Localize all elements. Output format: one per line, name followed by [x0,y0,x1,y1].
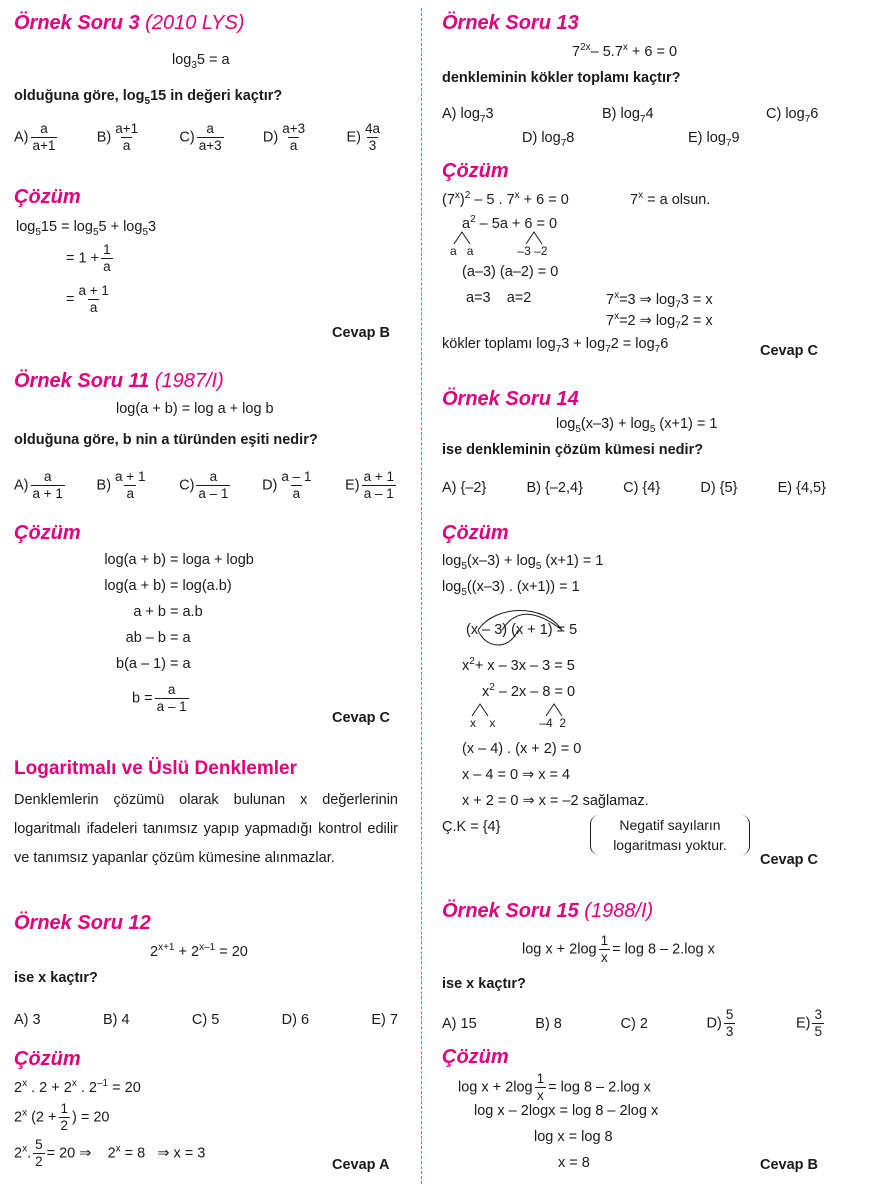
q11-line-6: b = $\frac{a}{a - 1}$ [132,682,187,715]
solution-heading-q13: Çözüm [442,160,509,182]
q14-solution-set: Ç.K = {4} [442,819,501,835]
q14-solution-step-8: x + 2 = 0 ⇒ x = –2 sağlamaz. [462,793,649,809]
question-3-options [14,122,384,153]
q14-note [590,815,750,855]
section-title: Logaritmalı ve Üslü Denklemler [14,758,297,779]
q15-solution-step-1: log x + 2log $\frac{1}{x}$ = log 8 – 2.log x [458,1071,651,1104]
option-b[interactable]: B) $\frac{a + 1}{a}$ [96,469,146,502]
question-15-given: log x + 2log $\frac{1}{x}$ = log 8 – 2.log x [522,933,715,966]
question-15-text: ise x kaçtır? [442,976,526,992]
option-c[interactable]: C) 2 [620,1015,648,1032]
question-11-heading: Örnek Soru 11 (1987/I) [14,370,224,392]
q13-tree-labels: a a –3 –2 [450,244,548,258]
option-e[interactable]: E) $\frac{a + 1}{a - 1}$ [345,469,394,502]
q3-solution-step-1: $\log_515 = \log_55 + \log_53$ [16,219,157,238]
q12-solution-step-3: 2$^x$. $\frac{5}{2}$ = 20 ⇒ $2^x = 8$ ⇒ x = 3 [14,1137,206,1170]
q13-substitution-note: $7^x = a$ olsun. [630,190,711,208]
q13-answer: Cevap C [760,343,819,359]
q11-line-3: a + b = a.b [133,604,203,620]
option-c[interactable]: C) 5 [191,1012,220,1028]
q11-answer: Cevap C [332,710,391,726]
option-a[interactable]: A) 3 [14,1012,41,1028]
q14-solution-step-6: (x – 4) . (x + 2) = 0 [462,741,582,757]
q3-solution-step-3: = $\frac{a + 1}{a}$ [66,283,109,316]
option-a[interactable]: A) $\log_73$ [442,106,494,125]
q15-answer: Cevap B [760,1157,819,1173]
option-d[interactable]: D) {5} [700,480,738,496]
q14-tree-labels: x x –4 2 [470,716,567,730]
option-e[interactable]: E) $\frac{4a}{3}$ [346,121,380,154]
question-14-text: ise denkleminin çözüm kümesi nedir? [442,442,704,458]
question-11-given: log(a + b) = log a + log b [116,401,274,417]
question-13-text: denkleminin kökler toplamı kaçtır? [442,70,681,86]
q14-solution-step-3: (x – 3) (x + 1) = 5 [466,622,578,638]
solution-heading-q14: Çözüm [442,522,509,544]
q14-solution-step-7: x – 4 = 0 ⇒ x = 4 [462,767,571,783]
question-11-options [14,470,398,501]
question-15-heading: Örnek Soru 15 (1988/I) [442,900,654,922]
q14-solution-step-2: $\log_5((x-3)$ . (x+1)) = 1 [442,579,580,598]
option-a[interactable]: A) $\frac{a}{a + 1}$ [14,469,63,502]
q12-answer: Cevap A [332,1157,390,1173]
option-b[interactable]: B) 8 [535,1015,562,1032]
q13-solution-step-1: $(7^x)^2 - 5$ . $7^x + 6 = 0$ [442,190,569,208]
option-c[interactable]: C) {4} [623,480,661,496]
option-a[interactable]: A) 15 [442,1015,477,1032]
option-d[interactable]: D) $\log_78$ [522,130,575,149]
option-d[interactable]: D) $\frac{a - 1}{a}$ [262,469,312,502]
q11-solution-lines [60,552,260,682]
option-b[interactable]: B) 4 [102,1012,130,1028]
q12-solution-step-2: 2$^x$ (2 + $\frac{1}{2}$ ) = 20 [14,1101,110,1134]
option-b[interactable]: B) {–2,4} [526,480,583,496]
q11-line-2: log(a + b) = log(a.b) [104,578,232,594]
q11-line-4: ab – b = a [125,630,191,646]
question-14-options [442,480,826,496]
question-3-text: olduğuna göre, $\log_515$ in değeri kaçtır? [14,88,283,107]
question-3-given: $\log_35 = a$ [172,52,230,71]
solution-heading-q11: Çözüm [14,522,81,544]
option-a[interactable]: A) {–2} [442,480,487,496]
option-c[interactable]: C) $\log_76$ [766,106,819,125]
question-12-heading: Örnek Soru 12 [14,912,151,934]
q15-solution-step-2: log x – 2logx = log 8 – 2log x [474,1103,659,1119]
question-12-options [14,1012,398,1028]
q14-solution-step-5: $x^2 - 2x - 8 = 0$ [482,682,576,700]
option-c[interactable]: C) $\frac{a}{a+3}$ [179,121,222,154]
q13-solution-step-6: $7^x=2$ ⇒ $\log_72 = x$ [606,311,713,332]
q11-line-5: b(a – 1) = a [116,656,191,672]
q13-solution-step-3: (a–3) (a–2) = 0 [462,264,559,280]
note-line-2: logaritması yoktur. [613,837,727,853]
option-e[interactable]: E) $\frac{3}{5}$ [795,1007,822,1040]
q14-solution-step-1: $\log_5(x-3) + \log_5 (x+1) = 1$ [442,553,604,572]
q3-solution-step-2: = 1 + $\frac{1}{a}$ [66,242,111,275]
question-13-given: $7^{2x}-$ $5.7^x + 6 = 0$ [572,42,678,60]
q13-solution-step-5: $7^x=3$ ⇒ $\log_73 = x$ [606,290,713,311]
question-12-text: ise x kaçtır? [14,970,98,986]
q13-solution-step-4: a=3 a=2 [466,290,532,306]
question-14-given: $\log_5(x-3) + \log_5 (x+1) = 1$ [556,416,718,435]
note-line-1: Negatif sayıların [619,817,721,833]
q13-solution-step-2: $a^2 - 5a + 6 = 0$ [462,214,558,232]
option-c[interactable]: C) $\frac{a}{a - 1}$ [179,469,229,502]
q14-solution-step-4: $x^2+ x - 3x - 3 = 5$ [462,656,575,674]
option-d[interactable]: D) $\frac{5}{3}$ [706,1007,734,1040]
q12-solution-step-1: 2$^x$ . $2 + 2^x$ . $2^{-1} = 20$ [14,1078,141,1096]
q13-solution-step-7: kökler toplamı $\log_73 + \log_72 = \log_76$ [442,336,669,355]
option-e[interactable]: E) {4,5} [777,480,826,496]
q15-solution-step-3: log x = log 8 [534,1129,613,1145]
q3-answer: Cevap B [332,325,391,341]
question-13-heading: Örnek Soru 13 [442,12,579,34]
solution-heading-q15: Çözüm [442,1046,509,1068]
column-divider [421,8,422,1184]
option-e[interactable]: E) $\log_79$ [688,130,740,149]
question-3-heading: Örnek Soru 3 (2010 LYS) [14,12,245,34]
option-b[interactable]: B) $\frac{a+1}{a}$ [96,121,139,154]
option-d[interactable]: D) 6 [281,1012,310,1028]
option-e[interactable]: E) 7 [371,1012,398,1028]
question-11-text: olduğuna göre, b nin a türünden eşiti nedir? [14,432,318,448]
question-15-options [442,1008,826,1039]
option-b[interactable]: B) $\log_74$ [602,106,654,125]
question-14-heading: Örnek Soru 14 [442,388,579,410]
q15-solution-step-4: x = 8 [558,1155,590,1171]
solution-heading-q12: Çözüm [14,1048,81,1070]
solution-heading-q3: Çözüm [14,186,81,208]
option-d[interactable]: D) $\frac{a+3}{a}$ [262,121,306,154]
q14-answer: Cevap C [760,852,819,868]
section-text: Denklemlerin çözümü olarak bulunan x değerlerinin logaritmalı ifadeleri tanımsız yapıp yapmadığı kontrol edilir ve tanımsız yapanlar çözüm kümesine alınmazlar. [14,792,398,866]
question-12-given: $2^{x+1} + 2^{x-1} = 20$ [150,942,248,960]
q11-line-1: log(a + b) = loga + logb [104,552,254,568]
option-a[interactable]: A) $\frac{a}{a+1}$ [14,121,56,154]
